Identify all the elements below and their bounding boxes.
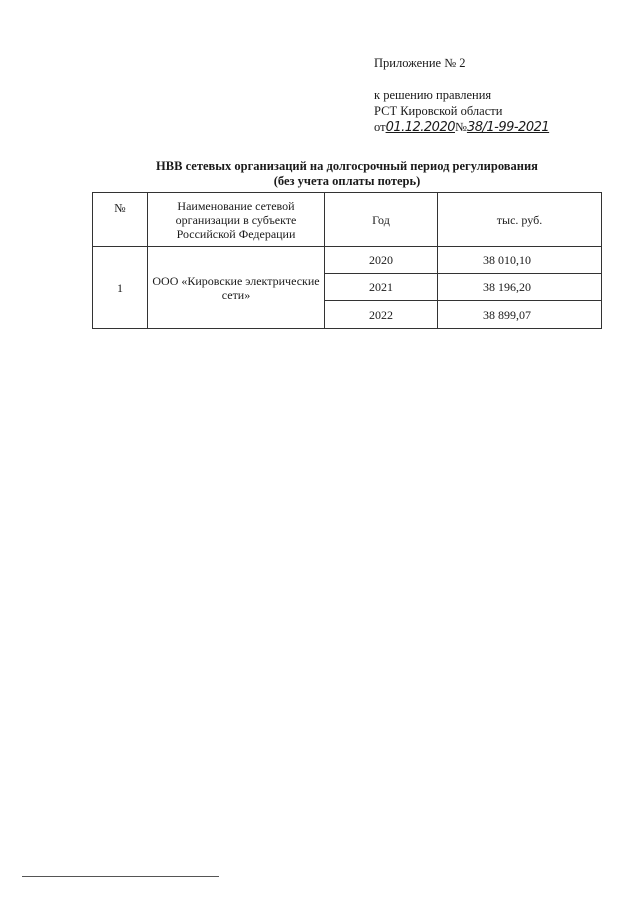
number-sign: № bbox=[455, 120, 467, 134]
nvv-table bbox=[92, 192, 602, 329]
appendix-organization-line: РСТ Кировской области bbox=[374, 104, 503, 118]
appendix-date-number-line bbox=[374, 119, 549, 136]
handwritten-date: 01.12.2020 bbox=[385, 120, 455, 135]
row-value: 38 899,07 bbox=[438, 301, 602, 329]
table-header-row bbox=[93, 193, 602, 247]
handwritten-number: 38/1-99-2021 bbox=[466, 120, 550, 135]
document-title bbox=[92, 159, 602, 189]
from-prefix: от bbox=[374, 120, 386, 134]
footer-divider bbox=[22, 876, 219, 877]
row-num: 1 bbox=[93, 247, 148, 329]
row-year: 2021 bbox=[325, 274, 438, 301]
header-num: № bbox=[93, 193, 148, 247]
header-year: Год bbox=[325, 193, 438, 247]
table-row bbox=[93, 247, 602, 274]
row-value: 38 010,10 bbox=[438, 247, 602, 274]
header-value: тыс. руб. bbox=[438, 193, 602, 247]
document-title-line1: НВВ сетевых организаций на долгосрочный период регулирования bbox=[156, 159, 538, 173]
row-year: 2020 bbox=[325, 247, 438, 274]
appendix-block bbox=[374, 55, 549, 136]
appendix-title: Приложение № 2 bbox=[374, 56, 466, 70]
row-value: 38 196,20 bbox=[438, 274, 602, 301]
appendix-decision-line: к решению правления bbox=[374, 88, 492, 102]
row-year: 2022 bbox=[325, 301, 438, 329]
header-name: Наименование сетевой организации в субъекте Российской Федерации bbox=[148, 193, 325, 247]
row-organization-name: ООО «Кировские электрические сети» bbox=[148, 247, 325, 329]
document-title-line2: (без учета оплаты потерь) bbox=[273, 174, 421, 188]
